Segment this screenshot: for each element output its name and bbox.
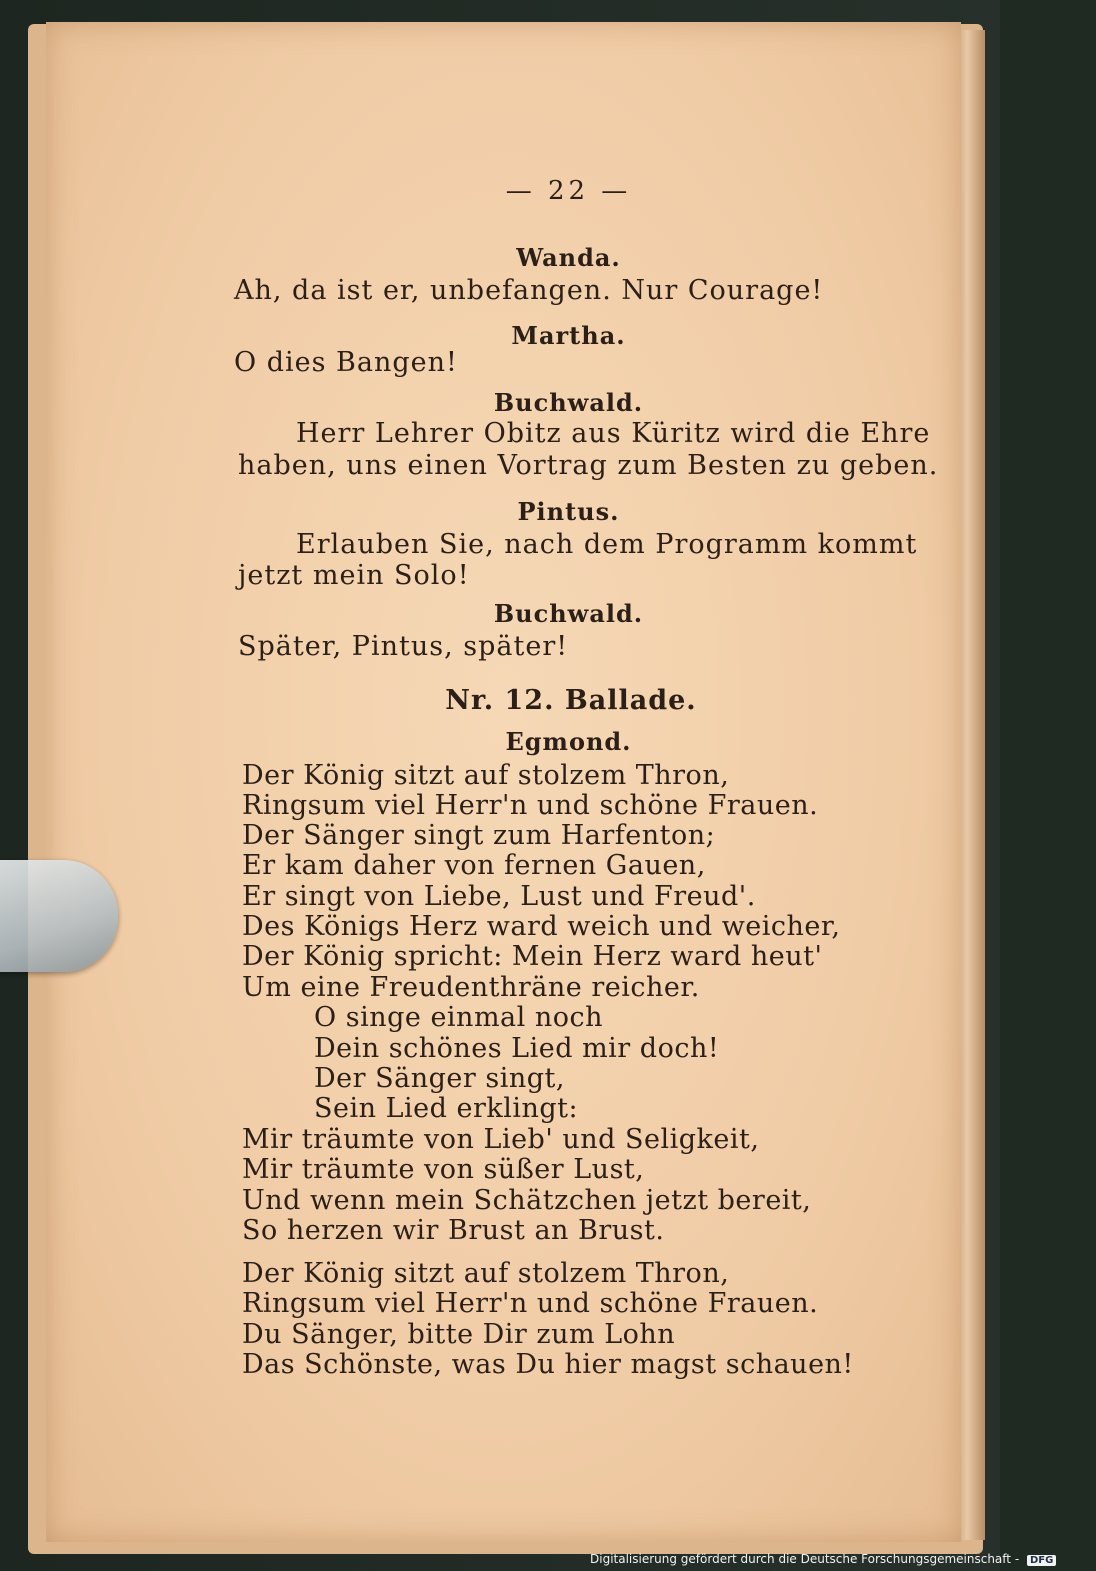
digitization-footer [590,1552,1056,1566]
buchwald-line-1: Herr Lehrer Obitz aus Küritz wird die Ehre [296,418,931,449]
speaker-martha: Martha. [511,321,626,350]
verse-line: O singe einmal noch [314,1002,604,1033]
speaker-pintus: Pintus. [517,497,620,526]
footer-text: Digitalisierung gefördert durch die Deutsche Forschungsgemeinschaft - [590,1552,1020,1566]
martha-line: O dies Bangen! [234,347,458,378]
verse-line: Er singt von Liebe, Lust und Freud'. [242,881,756,912]
verse-line: Der König sitzt auf stolzem Thron, [242,1258,730,1289]
dfg-logo-badge: DFG [1027,1555,1056,1566]
speaker-buchwald-2: Buchwald. [493,599,644,628]
verse-line: So herzen wir Brust an Brust. [242,1215,665,1246]
page-number: — 22 — [505,176,632,206]
verse-line: Der König spricht: Mein Herz ward heut' [242,941,823,972]
verse-line: Des Königs Herz ward weich und weicher, [242,911,841,942]
section-title: Nr. 12. Ballade. [445,685,697,716]
verse-line: Ringsum viel Herr'n und schöne Frauen. [242,790,819,821]
buchwald-2-line: Später, Pintus, später! [238,631,569,662]
buchwald-line-2: haben, uns einen Vortrag zum Besten zu geben. [238,450,939,481]
verse-line: Und wenn mein Schätzchen jetzt bereit, [242,1185,812,1216]
verse-line: Der Sänger singt zum Harfenton; [242,820,716,851]
speaker-egmond: Egmond. [505,727,632,756]
verse-line: Sein Lied erklingt: [314,1093,579,1124]
wanda-line: Ah, da ist er, unbefangen. Nur Courage! [234,275,824,306]
pintus-line-2: jetzt mein Solo! [238,560,470,591]
verse-line: Um eine Freudenthräne reicher. [242,972,700,1003]
verse-line: Mir träumte von Lieb' und Seligkeit, [242,1124,760,1155]
book-page [46,22,961,1542]
plastic-bookmark-clip [0,860,118,972]
verse-line: Der Sänger singt, [314,1063,565,1094]
verse-line: Das Schönste, was Du hier magst schauen! [242,1349,854,1380]
verse-line: Du Sänger, bitte Dir zum Lohn [242,1319,676,1350]
verse-line: Dein schönes Lied mir doch! [314,1033,720,1064]
verse-line: Ringsum viel Herr'n und schöne Frauen. [242,1288,819,1319]
verse-line: Der König sitzt auf stolzem Thron, [242,760,730,791]
pintus-line-1: Erlauben Sie, nach dem Programm kommt [296,529,918,560]
verse-line: Er kam daher von fernen Gauen, [242,850,706,881]
verse-line: Mir träumte von süßer Lust, [242,1154,645,1185]
speaker-wanda: Wanda. [516,243,621,272]
speaker-buchwald-1: Buchwald. [493,388,644,417]
